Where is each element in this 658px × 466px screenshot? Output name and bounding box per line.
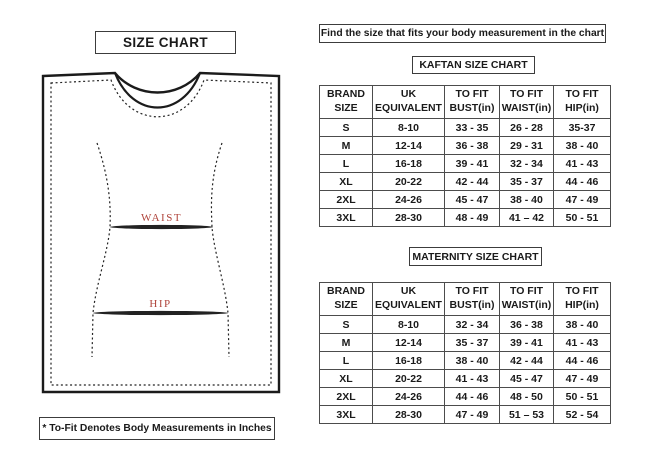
table-cell: 2XL — [320, 191, 373, 209]
col-header-brand-size: BRAND SIZE — [320, 283, 373, 316]
table-cell: 32 - 34 — [445, 316, 500, 334]
col-header-bust: TO FIT BUST(in) — [445, 86, 500, 119]
table-cell: XL — [320, 173, 373, 191]
table-cell: L — [320, 352, 373, 370]
table-cell: 16-18 — [373, 155, 445, 173]
table-cell: 42 - 44 — [500, 352, 554, 370]
table-row — [320, 406, 611, 424]
table-cell: 45 - 47 — [500, 370, 554, 388]
garment-outline — [43, 73, 279, 392]
table-cell: 36 - 38 — [500, 316, 554, 334]
col-header-hip: TO FIT HIP(in) — [554, 283, 611, 316]
kaftan-size-table — [319, 85, 611, 227]
table-row — [320, 370, 611, 388]
table-cell: 38 - 40 — [445, 352, 500, 370]
col-header-bust: TO FIT BUST(in) — [445, 283, 500, 316]
table-cell: 42 - 44 — [445, 173, 500, 191]
table-cell: 24-26 — [373, 191, 445, 209]
table-cell: 20-22 — [373, 370, 445, 388]
table-cell: 47 - 49 — [554, 370, 611, 388]
table-row — [320, 191, 611, 209]
table-row — [320, 155, 611, 173]
table-header-row — [320, 283, 611, 316]
maternity-table-title: MATERNITY SIZE CHART — [409, 247, 542, 266]
table-cell: 28-30 — [373, 406, 445, 424]
table-cell: 45 - 47 — [445, 191, 500, 209]
table-cell: 44 - 46 — [554, 352, 611, 370]
table-cell: 38 - 40 — [554, 137, 611, 155]
instruction-banner: Find the size that fits your body measurement in the chart — [319, 24, 606, 43]
table-cell: 12-14 — [373, 137, 445, 155]
table-cell: 38 - 40 — [554, 316, 611, 334]
waist-measure-line — [110, 225, 213, 229]
table-cell: L — [320, 155, 373, 173]
table-cell: M — [320, 137, 373, 155]
table-cell: S — [320, 316, 373, 334]
table-cell: 41 - 43 — [554, 334, 611, 352]
table-header-row — [320, 86, 611, 119]
table-cell: 2XL — [320, 388, 373, 406]
table-row — [320, 209, 611, 227]
table-cell: 36 - 38 — [445, 137, 500, 155]
table-cell: 41 – 42 — [500, 209, 554, 227]
maternity-size-table — [319, 282, 611, 424]
table-cell: 29 - 31 — [500, 137, 554, 155]
table-cell: 16-18 — [373, 352, 445, 370]
table-cell: 26 - 28 — [500, 119, 554, 137]
kaftan-diagram — [37, 66, 285, 400]
table-cell: 35 - 37 — [445, 334, 500, 352]
kaftan-table-title: KAFTAN SIZE CHART — [412, 56, 535, 74]
table-cell: 24-26 — [373, 388, 445, 406]
table-cell: 20-22 — [373, 173, 445, 191]
hip-label: HIP — [149, 298, 172, 310]
neckline-curve — [115, 73, 200, 108]
table-cell: 38 - 40 — [500, 191, 554, 209]
table-cell: 50 - 51 — [554, 209, 611, 227]
table-cell: 50 - 51 — [554, 388, 611, 406]
table-cell: 41 - 43 — [445, 370, 500, 388]
footnote: * To-Fit Denotes Body Measurements in Inches — [39, 417, 275, 440]
table-cell: 33 - 35 — [445, 119, 500, 137]
body-silhouette-left — [92, 143, 110, 357]
table-cell: 32 - 34 — [500, 155, 554, 173]
col-header-hip: TO FIT HIP(in) — [554, 86, 611, 119]
table-row — [320, 352, 611, 370]
table-cell: 12-14 — [373, 334, 445, 352]
table-cell: 39 - 41 — [500, 334, 554, 352]
table-cell: 47 - 49 — [445, 406, 500, 424]
table-cell: 47 - 49 — [554, 191, 611, 209]
col-header-brand-size: BRAND SIZE — [320, 86, 373, 119]
col-header-waist: TO FIT WAIST(in) — [500, 283, 554, 316]
table-cell: 8-10 — [373, 316, 445, 334]
table-cell: 48 - 50 — [500, 388, 554, 406]
table-cell: 44 - 46 — [445, 388, 500, 406]
table-row — [320, 388, 611, 406]
table-cell: 39 - 41 — [445, 155, 500, 173]
table-cell: 52 - 54 — [554, 406, 611, 424]
table-cell: 41 - 43 — [554, 155, 611, 173]
table-row — [320, 173, 611, 191]
table-cell: M — [320, 334, 373, 352]
waist-label: WAIST — [140, 212, 183, 224]
table-cell: 8-10 — [373, 119, 445, 137]
col-header-uk-equivalent: UK EQUIVALENT — [373, 283, 445, 316]
table-cell: XL — [320, 370, 373, 388]
table-cell: 28-30 — [373, 209, 445, 227]
table-row — [320, 334, 611, 352]
dotted-seam-line — [51, 80, 271, 385]
col-header-uk-equivalent: UK EQUIVALENT — [373, 86, 445, 119]
table-row — [320, 119, 611, 137]
table-row — [320, 316, 611, 334]
table-cell: 35-37 — [554, 119, 611, 137]
table-cell: 3XL — [320, 209, 373, 227]
table-cell: 44 - 46 — [554, 173, 611, 191]
table-row — [320, 137, 611, 155]
page-title: SIZE CHART — [95, 31, 236, 54]
table-cell: 51 – 53 — [500, 406, 554, 424]
table-cell: 48 - 49 — [445, 209, 500, 227]
table-cell: 35 - 37 — [500, 173, 554, 191]
table-cell: S — [320, 119, 373, 137]
body-silhouette-right — [211, 143, 229, 357]
hip-measure-line — [93, 311, 228, 315]
col-header-waist: TO FIT WAIST(in) — [500, 86, 554, 119]
table-cell: 3XL — [320, 406, 373, 424]
